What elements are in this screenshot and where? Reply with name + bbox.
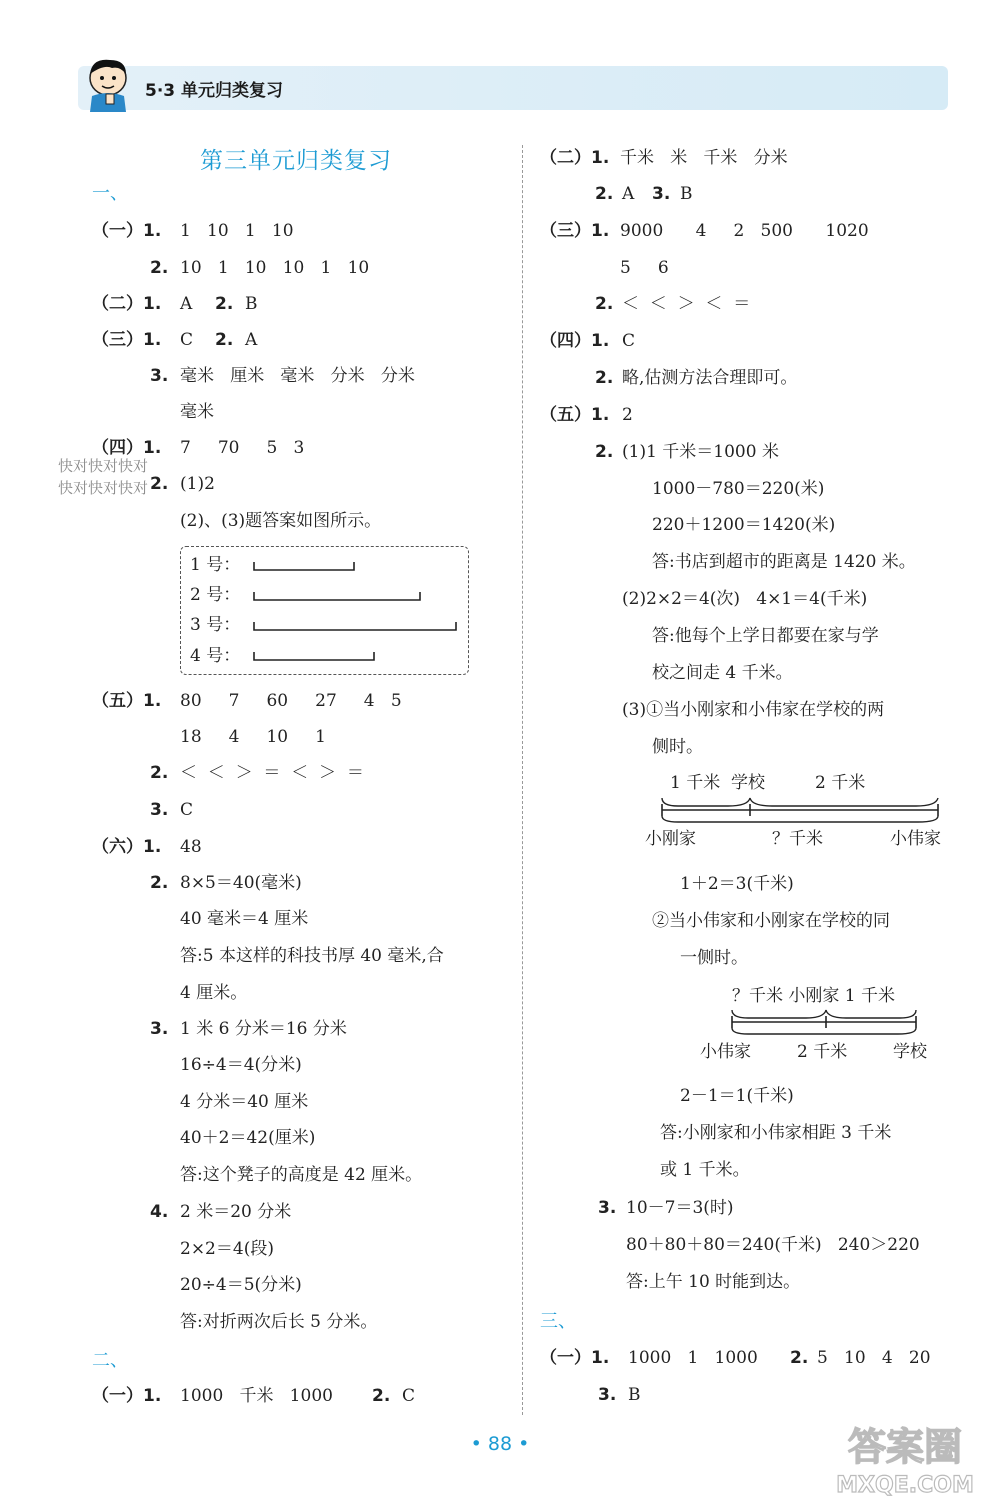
question-number: （二）1. bbox=[540, 148, 610, 168]
answer-text: 2 米＝20 分米 bbox=[180, 1202, 292, 1222]
answer-text: 10－7＝3(时) bbox=[626, 1198, 734, 1218]
answer-text: 答:这个凳子的高度是 42 厘米。 bbox=[180, 1165, 423, 1185]
answer-text: ＜ ＜ ＞ ＜ ＝ bbox=[622, 294, 751, 314]
distance-diagram-1 bbox=[658, 796, 942, 826]
watermark-text: 快对快对快对 bbox=[58, 457, 149, 475]
answer-text: 4 分米＝40 厘米 bbox=[180, 1092, 309, 1112]
diagram-label: 1 千米 学校 bbox=[670, 773, 766, 793]
answer-text: 18 4 10 1 bbox=[180, 727, 326, 747]
question-number: 2. bbox=[150, 258, 169, 278]
diagram-label: 小伟家 bbox=[890, 829, 941, 849]
watermark-logo-text: 答案圈 bbox=[847, 1425, 963, 1469]
figure-label: 1 号： bbox=[190, 555, 241, 575]
diagram-label: ？千米 小刚家 1 千米 bbox=[732, 986, 896, 1006]
answer-text: 80＋80＋80＝240(千米) 240＞220 bbox=[626, 1235, 920, 1255]
answer-text: 侧时。 bbox=[652, 737, 703, 757]
figure-label: 4 号： bbox=[190, 646, 241, 666]
diagram-label: 2 千米 bbox=[797, 1042, 848, 1062]
answer-text: 答:5 本这样的科技书厚 40 毫米,合 bbox=[180, 946, 444, 966]
answer-text: 10 1 10 10 1 10 bbox=[180, 258, 370, 278]
answer-text: 答:对折两次后长 5 分米。 bbox=[180, 1312, 378, 1332]
header-title: 5·3 单元归类复习 bbox=[145, 81, 284, 101]
answer-text: B bbox=[680, 184, 693, 204]
answer-text: 5 10 4 20 bbox=[817, 1348, 931, 1368]
question-number: （一）1. bbox=[92, 221, 162, 241]
answer-text: 1000 1 1000 bbox=[628, 1348, 758, 1368]
answer-text: A bbox=[245, 330, 258, 350]
answer-text: B bbox=[628, 1385, 641, 1405]
answer-text: 1 米 6 分米＝16 分米 bbox=[180, 1019, 347, 1039]
answer-text: 40＋2＝42(厘米) bbox=[180, 1128, 316, 1148]
section-heading: 一、 bbox=[92, 183, 128, 204]
column-divider bbox=[522, 145, 523, 1415]
question-number: 2. bbox=[595, 184, 614, 204]
site-watermark-logo bbox=[820, 1410, 990, 1500]
question-number: 2. bbox=[215, 294, 234, 314]
question-number: （一）1. bbox=[92, 1386, 162, 1406]
answer-text: 1000 千米 1000 bbox=[180, 1386, 333, 1406]
watermark-text: 快对快对快对 bbox=[58, 479, 149, 497]
question-number: 2. bbox=[595, 442, 614, 462]
question-number: 2. bbox=[215, 330, 234, 350]
question-number: （三）1. bbox=[540, 221, 610, 241]
figure-label: 2 号： bbox=[190, 585, 241, 605]
question-number: 2. bbox=[150, 763, 169, 783]
answer-text: 答:上午 10 时能到达。 bbox=[626, 1272, 801, 1292]
question-number: （三）1. bbox=[92, 330, 162, 350]
question-number: 3. bbox=[598, 1385, 617, 1405]
question-number: （一）1. bbox=[540, 1348, 610, 1368]
distance-diagram-2 bbox=[728, 1008, 920, 1038]
question-number: （五）1. bbox=[92, 691, 162, 711]
answer-text: 7 70 5 3 bbox=[180, 438, 305, 458]
answer-text: (2)2×2＝4(次) 4×1＝4(千米) bbox=[622, 589, 868, 609]
answer-text: (1)2 bbox=[180, 474, 215, 494]
answer-text: C bbox=[180, 800, 194, 820]
answer-text: 千米 米 千米 分米 bbox=[620, 148, 788, 168]
answer-text: 校之间走 4 千米。 bbox=[652, 663, 793, 683]
question-number: （二）1. bbox=[92, 294, 162, 314]
answer-text: 8×5＝40(毫米) bbox=[180, 873, 302, 893]
section-heading: 三、 bbox=[540, 1311, 576, 1332]
question-number: （六）1. bbox=[92, 837, 162, 857]
answer-text: 一侧时。 bbox=[680, 948, 748, 968]
diagram-label: 学校 bbox=[893, 1042, 927, 1062]
answer-text: 16÷4＝4(分米) bbox=[180, 1055, 302, 1075]
segment-lines bbox=[250, 556, 465, 666]
question-number: 4. bbox=[150, 1202, 169, 1222]
answer-text: 2 bbox=[622, 405, 633, 425]
answer-text: B bbox=[245, 294, 258, 314]
answer-text: 4 厘米。 bbox=[180, 983, 248, 1003]
answer-text: 1＋2＝3(千米) bbox=[680, 874, 794, 894]
answer-text: (3)①当小刚家和小伟家在学校的两 bbox=[622, 700, 885, 720]
question-number: （五）1. bbox=[540, 405, 610, 425]
answer-text: 毫米 bbox=[180, 402, 214, 422]
answer-text: 80 7 60 27 4 5 bbox=[180, 691, 402, 711]
answer-text: C bbox=[402, 1386, 416, 1406]
diagram-label: 小刚家 bbox=[645, 829, 696, 849]
answer-text: 5 6 bbox=[620, 258, 669, 278]
question-number: 3. bbox=[150, 800, 169, 820]
answer-text: 或 1 千米。 bbox=[660, 1160, 750, 1180]
question-number: 3. bbox=[150, 1019, 169, 1039]
answer-text: C bbox=[180, 330, 194, 350]
answer-text: 9000 4 2 500 1020 bbox=[620, 221, 869, 241]
question-number: 2. bbox=[150, 474, 169, 494]
answer-text: 答:小刚家和小伟家相距 3 千米 bbox=[660, 1123, 892, 1143]
answer-text: 48 bbox=[180, 837, 202, 857]
question-number: 2. bbox=[372, 1386, 391, 1406]
diagram-label: ？千米 bbox=[772, 829, 823, 849]
question-number: 2. bbox=[150, 873, 169, 893]
answer-text: 2－1＝1(千米) bbox=[680, 1086, 794, 1106]
question-number: 3. bbox=[598, 1198, 617, 1218]
answer-text: C bbox=[622, 331, 636, 351]
question-number: 2. bbox=[790, 1348, 809, 1368]
question-number: （四）1. bbox=[540, 331, 610, 351]
watermark-logo-url: MXQE.COM bbox=[836, 1473, 974, 1498]
question-number: 3. bbox=[652, 184, 671, 204]
question-number: （四）1. bbox=[92, 438, 162, 458]
answer-text: (2)、(3)题答案如图所示。 bbox=[180, 511, 382, 531]
answer-text: (1)1 千米＝1000 米 bbox=[622, 442, 779, 462]
question-number: 3. bbox=[150, 366, 169, 386]
answer-text: A bbox=[622, 184, 635, 204]
mascot-icon bbox=[82, 56, 134, 112]
answer-text: 20÷4＝5(分米) bbox=[180, 1275, 302, 1295]
answer-text: 毫米 厘米 毫米 分米 分米 bbox=[180, 366, 415, 386]
diagram-label: 2 千米 bbox=[815, 773, 866, 793]
answer-text: 答:他每个上学日都要在家与学 bbox=[652, 626, 879, 646]
section-heading: 二、 bbox=[92, 1350, 128, 1371]
page-number: • 88 • bbox=[470, 1433, 530, 1455]
page-title: 第三单元归类复习 bbox=[200, 148, 392, 174]
figure-label: 3 号： bbox=[190, 615, 241, 635]
answer-text: 220＋1200＝1420(米) bbox=[652, 515, 836, 535]
answer-text: 略,估测方法合理即可。 bbox=[622, 368, 798, 388]
answer-text: 2×2＝4(段) bbox=[180, 1239, 274, 1259]
answer-text: ＜ ＜ ＞ ＝ ＜ ＞ ＝ bbox=[180, 763, 364, 783]
diagram-label: 小伟家 bbox=[700, 1042, 751, 1062]
answer-text: 1000－780＝220(米) bbox=[652, 479, 825, 499]
answer-text: 1 10 1 10 bbox=[180, 221, 294, 241]
question-number: 2. bbox=[595, 368, 614, 388]
question-number: 2. bbox=[595, 294, 614, 314]
answer-text: ②当小伟家和小刚家在学校的同 bbox=[652, 911, 890, 931]
answer-text: A bbox=[180, 294, 193, 314]
answer-text: 答:书店到超市的距离是 1420 米。 bbox=[652, 552, 916, 572]
answer-text: 40 毫米＝4 厘米 bbox=[180, 909, 309, 929]
